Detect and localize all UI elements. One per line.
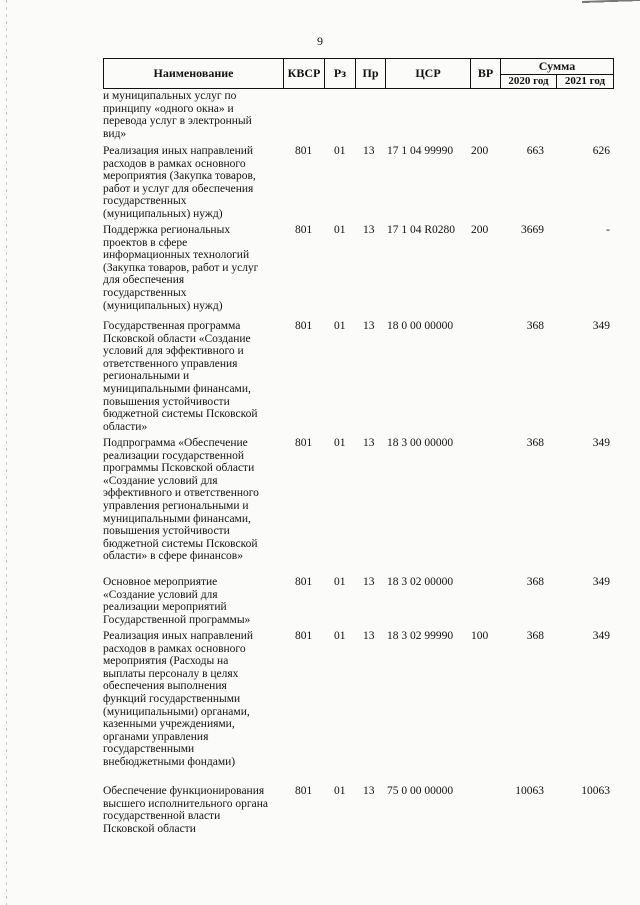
cell-kvsr: 801 bbox=[295, 145, 313, 157]
row-name-line: обеспечения выполнения bbox=[103, 680, 227, 693]
cell-2020: 368 bbox=[526, 437, 544, 449]
cell-csr: 17 1 04 99990 bbox=[387, 145, 454, 157]
row-name-line: казенными учреждениями, bbox=[103, 718, 235, 731]
header-name: Наименование bbox=[104, 59, 284, 88]
row-name-line: Государственная программа bbox=[103, 320, 241, 332]
cell-kvsr: 801 bbox=[295, 437, 313, 449]
row-name-line: бюджетной системы Псковской bbox=[103, 408, 258, 421]
cell-csr: 18 0 00 00000 bbox=[387, 320, 454, 332]
cell-vr: 200 bbox=[471, 145, 489, 157]
cell-csr: 18 3 00 00000 bbox=[387, 437, 454, 449]
row-name-line: функций государственными bbox=[103, 692, 241, 705]
cell-rz: 01 bbox=[334, 145, 346, 157]
row-name-line: «Создание условий для bbox=[103, 588, 218, 601]
row-name-line: выплаты персоналу в целях bbox=[103, 667, 239, 680]
cell-2021: - bbox=[606, 224, 610, 236]
cell-vr: 200 bbox=[471, 224, 489, 236]
cell-kvsr: 801 bbox=[295, 630, 313, 642]
row-name-line: муниципальными финансами, bbox=[103, 382, 251, 395]
cell-csr: 18 3 02 00000 bbox=[387, 576, 454, 588]
cell-rz: 01 bbox=[334, 576, 346, 588]
row-name-line: принципу «одного окна» и bbox=[103, 102, 234, 115]
row-name-line: перевода услуг в электронный bbox=[103, 115, 252, 128]
row-name-line: бюджетной системы Псковской bbox=[103, 537, 258, 550]
cell-pr: 13 bbox=[363, 224, 375, 236]
row-name-line: мероприятия (Расходы на bbox=[103, 655, 229, 668]
row-name-line: Реализация иных направлений bbox=[103, 630, 254, 642]
cell-2020: 368 bbox=[526, 576, 544, 588]
row-name-line: (муниципальных) нужд) bbox=[103, 207, 223, 220]
row-name-line: расходов в рамках основного bbox=[103, 642, 246, 655]
cell-pr: 13 bbox=[363, 630, 375, 642]
row-name-line: информационных технологий bbox=[103, 249, 250, 262]
row-name-line: повышения устойчивости bbox=[103, 395, 230, 408]
cell-2021: 349 bbox=[592, 576, 610, 588]
cell-kvsr: 801 bbox=[295, 320, 313, 332]
row-name-line: государственными bbox=[103, 743, 195, 756]
cell-vr: 100 bbox=[471, 630, 489, 642]
scan-corner-artifact bbox=[582, 0, 640, 15]
row-name-line: эффективного и ответственного bbox=[103, 487, 259, 500]
header-sum-group bbox=[501, 59, 613, 88]
row-name-line: «Создание условий для bbox=[103, 474, 218, 487]
cell-rz: 01 bbox=[334, 630, 346, 642]
header-vr: ВР bbox=[471, 59, 501, 88]
header-year-2020: 2020 год bbox=[501, 74, 557, 88]
row-name-line: Поддержка региональных bbox=[103, 224, 231, 236]
row-name-line: высшего исполнительного органа bbox=[103, 797, 268, 810]
cell-2020: 10063 bbox=[515, 785, 544, 797]
cell-rz: 01 bbox=[334, 320, 346, 332]
cell-csr: 18 3 02 99990 bbox=[387, 630, 454, 642]
header-kvsr: КВСР bbox=[284, 59, 325, 88]
row-name-line: работ и услуг для обеспечения bbox=[103, 182, 254, 195]
row-name-line: Псковской области «Создание bbox=[103, 332, 251, 345]
header-year-2021: 2021 год bbox=[564, 75, 606, 87]
row-name-line: проектов в сфере bbox=[103, 236, 188, 249]
row-name-line: государственных bbox=[103, 286, 187, 299]
row-name-line: государственной власти bbox=[103, 810, 221, 823]
cell-kvsr: 801 bbox=[295, 224, 313, 236]
cell-pr: 13 bbox=[363, 145, 375, 157]
row-name-line: для обеспечения bbox=[103, 274, 185, 287]
row-name bbox=[103, 145, 273, 221]
cell-2021: 349 bbox=[592, 630, 610, 642]
row-name-line: (муниципальными) органами, bbox=[103, 705, 250, 718]
cell-2021: 10063 bbox=[581, 785, 610, 797]
row-name bbox=[103, 576, 273, 626]
row-name-line: программы Псковской области bbox=[103, 462, 255, 475]
row-name-line: расходов в рамках основного bbox=[103, 157, 246, 170]
cell-2020: 663 bbox=[526, 145, 544, 157]
row-name-line: управления региональными и bbox=[103, 499, 249, 512]
row-name-line: муниципальными финансами, bbox=[103, 512, 251, 525]
page-number: 9 bbox=[317, 34, 323, 48]
row-name-line: вид» bbox=[103, 127, 127, 140]
row-name-line: Реализация иных направлений bbox=[103, 145, 254, 157]
header-sum: Сумма bbox=[501, 59, 613, 75]
cell-pr: 13 bbox=[363, 576, 375, 588]
cell-2021: 626 bbox=[592, 145, 610, 157]
row-name-line: Обеспечение функционирования bbox=[103, 785, 265, 797]
row-name-line: Псковской области bbox=[103, 822, 196, 835]
row-name-line: области» bbox=[103, 420, 148, 433]
cell-pr: 13 bbox=[363, 785, 375, 797]
row-name-line: ответственного управления bbox=[103, 357, 238, 370]
row-name-line: региональными и bbox=[103, 370, 190, 383]
table-header bbox=[103, 58, 614, 89]
row-name bbox=[103, 437, 273, 563]
row-name bbox=[103, 224, 273, 312]
cell-csr: 75 0 00 00000 bbox=[387, 785, 454, 797]
cell-rz: 01 bbox=[334, 224, 346, 236]
row-name-line: повышения устойчивости bbox=[103, 525, 230, 538]
cell-2021: 349 bbox=[592, 320, 610, 332]
row-name-line: внебюджетными фондами) bbox=[103, 755, 236, 768]
cell-2020: 368 bbox=[526, 630, 544, 642]
row-name-line: условий для эффективного и bbox=[103, 345, 244, 358]
scan-edge-artifact bbox=[6, 0, 7, 905]
row-name-line: области» в сфере финансов» bbox=[103, 550, 243, 563]
row-name-line: реализации государственной bbox=[103, 449, 245, 462]
row-name-line: (Закупка товаров, работ и услуг bbox=[103, 261, 259, 274]
cell-kvsr: 801 bbox=[295, 576, 313, 588]
row-name-line: Основное мероприятие bbox=[103, 576, 218, 588]
row-name-line: реализации мероприятий bbox=[103, 601, 227, 614]
row-name-line: и муниципальных услуг по bbox=[103, 90, 237, 102]
row-name bbox=[103, 320, 273, 433]
header-pr: Пр bbox=[356, 59, 386, 88]
row-name-line: государственных bbox=[103, 195, 187, 208]
cell-csr: 17 1 04 R0280 bbox=[387, 224, 456, 236]
cell-2021: 349 bbox=[592, 437, 610, 449]
row-name bbox=[103, 785, 273, 835]
row-name-line: (муниципальных) нужд) bbox=[103, 299, 223, 312]
cell-pr: 13 bbox=[363, 437, 375, 449]
cell-rz: 01 bbox=[334, 785, 346, 797]
header-csr: ЦСР bbox=[386, 59, 471, 88]
row-name bbox=[103, 90, 273, 140]
cell-pr: 13 bbox=[363, 320, 375, 332]
row-name-line: органами управления bbox=[103, 730, 209, 743]
row-name-line: Государственной программы» bbox=[103, 613, 251, 626]
row-name-line: Подпрограмма «Обеспечение bbox=[103, 437, 248, 449]
header-rz: Рз bbox=[325, 59, 356, 88]
cell-kvsr: 801 bbox=[295, 785, 313, 797]
cell-rz: 01 bbox=[334, 437, 346, 449]
row-name-line: мероприятия (Закупка товаров, bbox=[103, 170, 256, 183]
row-name bbox=[103, 630, 273, 769]
cell-2020: 368 bbox=[526, 320, 544, 332]
cell-2020: 3669 bbox=[521, 224, 544, 236]
